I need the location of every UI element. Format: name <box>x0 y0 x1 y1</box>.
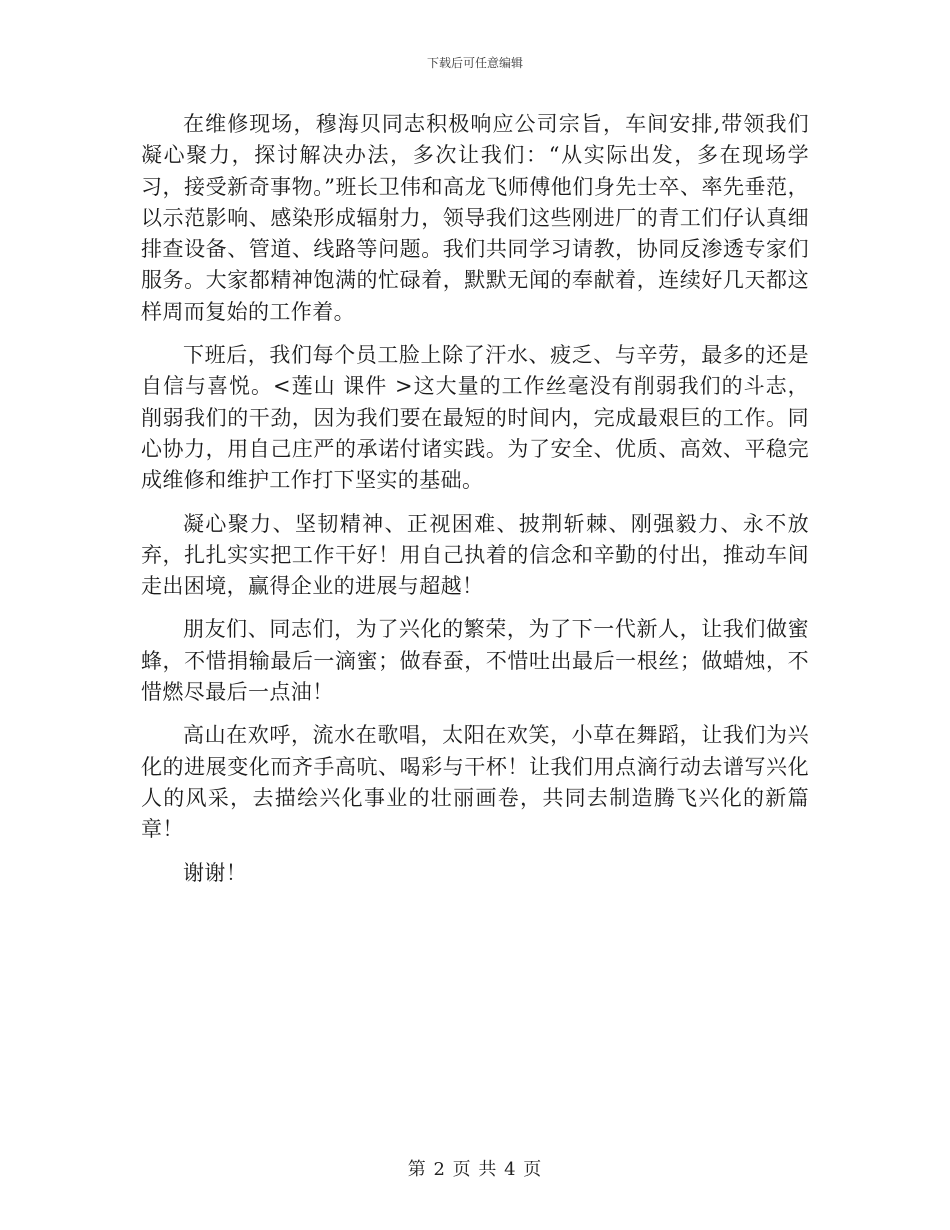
document-body <box>141 109 809 901</box>
paragraph-resolve: 凝心聚力、坚韧精神、正视困难、披荆斩棘、刚强毅力、永不放弃，扎扎实实把工作干好！用自己执着的信念和辛勤的付出，推动车间走出困境，赢得企业的进展与超越！ <box>141 511 809 599</box>
paragraph-mountains-cheer: 高山在欢呼，流水在歌唱，太阳在欢笑，小草在舞蹈，让我们为兴化的进展变化而齐手高吭、喝彩与干杯！让我们用点滴行动去谱写兴化人的风采，去描绘兴化事业的壮丽画卷，共同去制造腾飞兴化的新篇章！ <box>141 723 809 842</box>
paragraph-after-work: 下班后，我们每个员工脸上除了汗水、疲乏、与辛劳，最多的还是自信与喜悦。<莲山 课件 >这大量的工作丝毫没有削弱我们的斗志，削弱我们的干劲，因为我们要在最短的时间内，完成最艰巨的工作。同心协力，用自己庄严的承诺付诸实践。为了安全、优质、高效、平稳完成维修和维护工作打下坚实的基础。 <box>141 343 809 493</box>
page-header: 下载后可任意编辑 <box>426 56 523 70</box>
page-number-footer: 第 2 页 共 4 页 <box>407 1159 543 1180</box>
paragraph-friends-comrades: 朋友们、同志们，为了兴化的繁荣，为了下一代新人，让我们做蜜蜂，不惜捐输最后一滴蜜；做春蚕，不惜吐出最后一根丝；做蜡烛，不惜燃尽最后一点油！ <box>141 617 809 705</box>
paragraph-thanks: 谢谢！ <box>183 860 248 885</box>
paragraph-maintenance-site: 在维修现场，穆海贝同志积极响应公司宗旨，车间安排,带领我们凝心聚力，探讨解决办法，多次让我们：“从实际出发，多在现场学习，接受新奇事物。”班长卫伟和高龙飞师傅他们身先士卒、率先垂范，以示范影响、感染形成辐射力，领导我们这些刚进厂的青工们仔认真细排查设备、管道、线路等问题。我们共同学习请教，协同反渗透专家们服务。大家都精神饱满的忙碌着，默默无闻的奉献着，连续好几天都这样周而复始的工作着。 <box>141 112 809 324</box>
